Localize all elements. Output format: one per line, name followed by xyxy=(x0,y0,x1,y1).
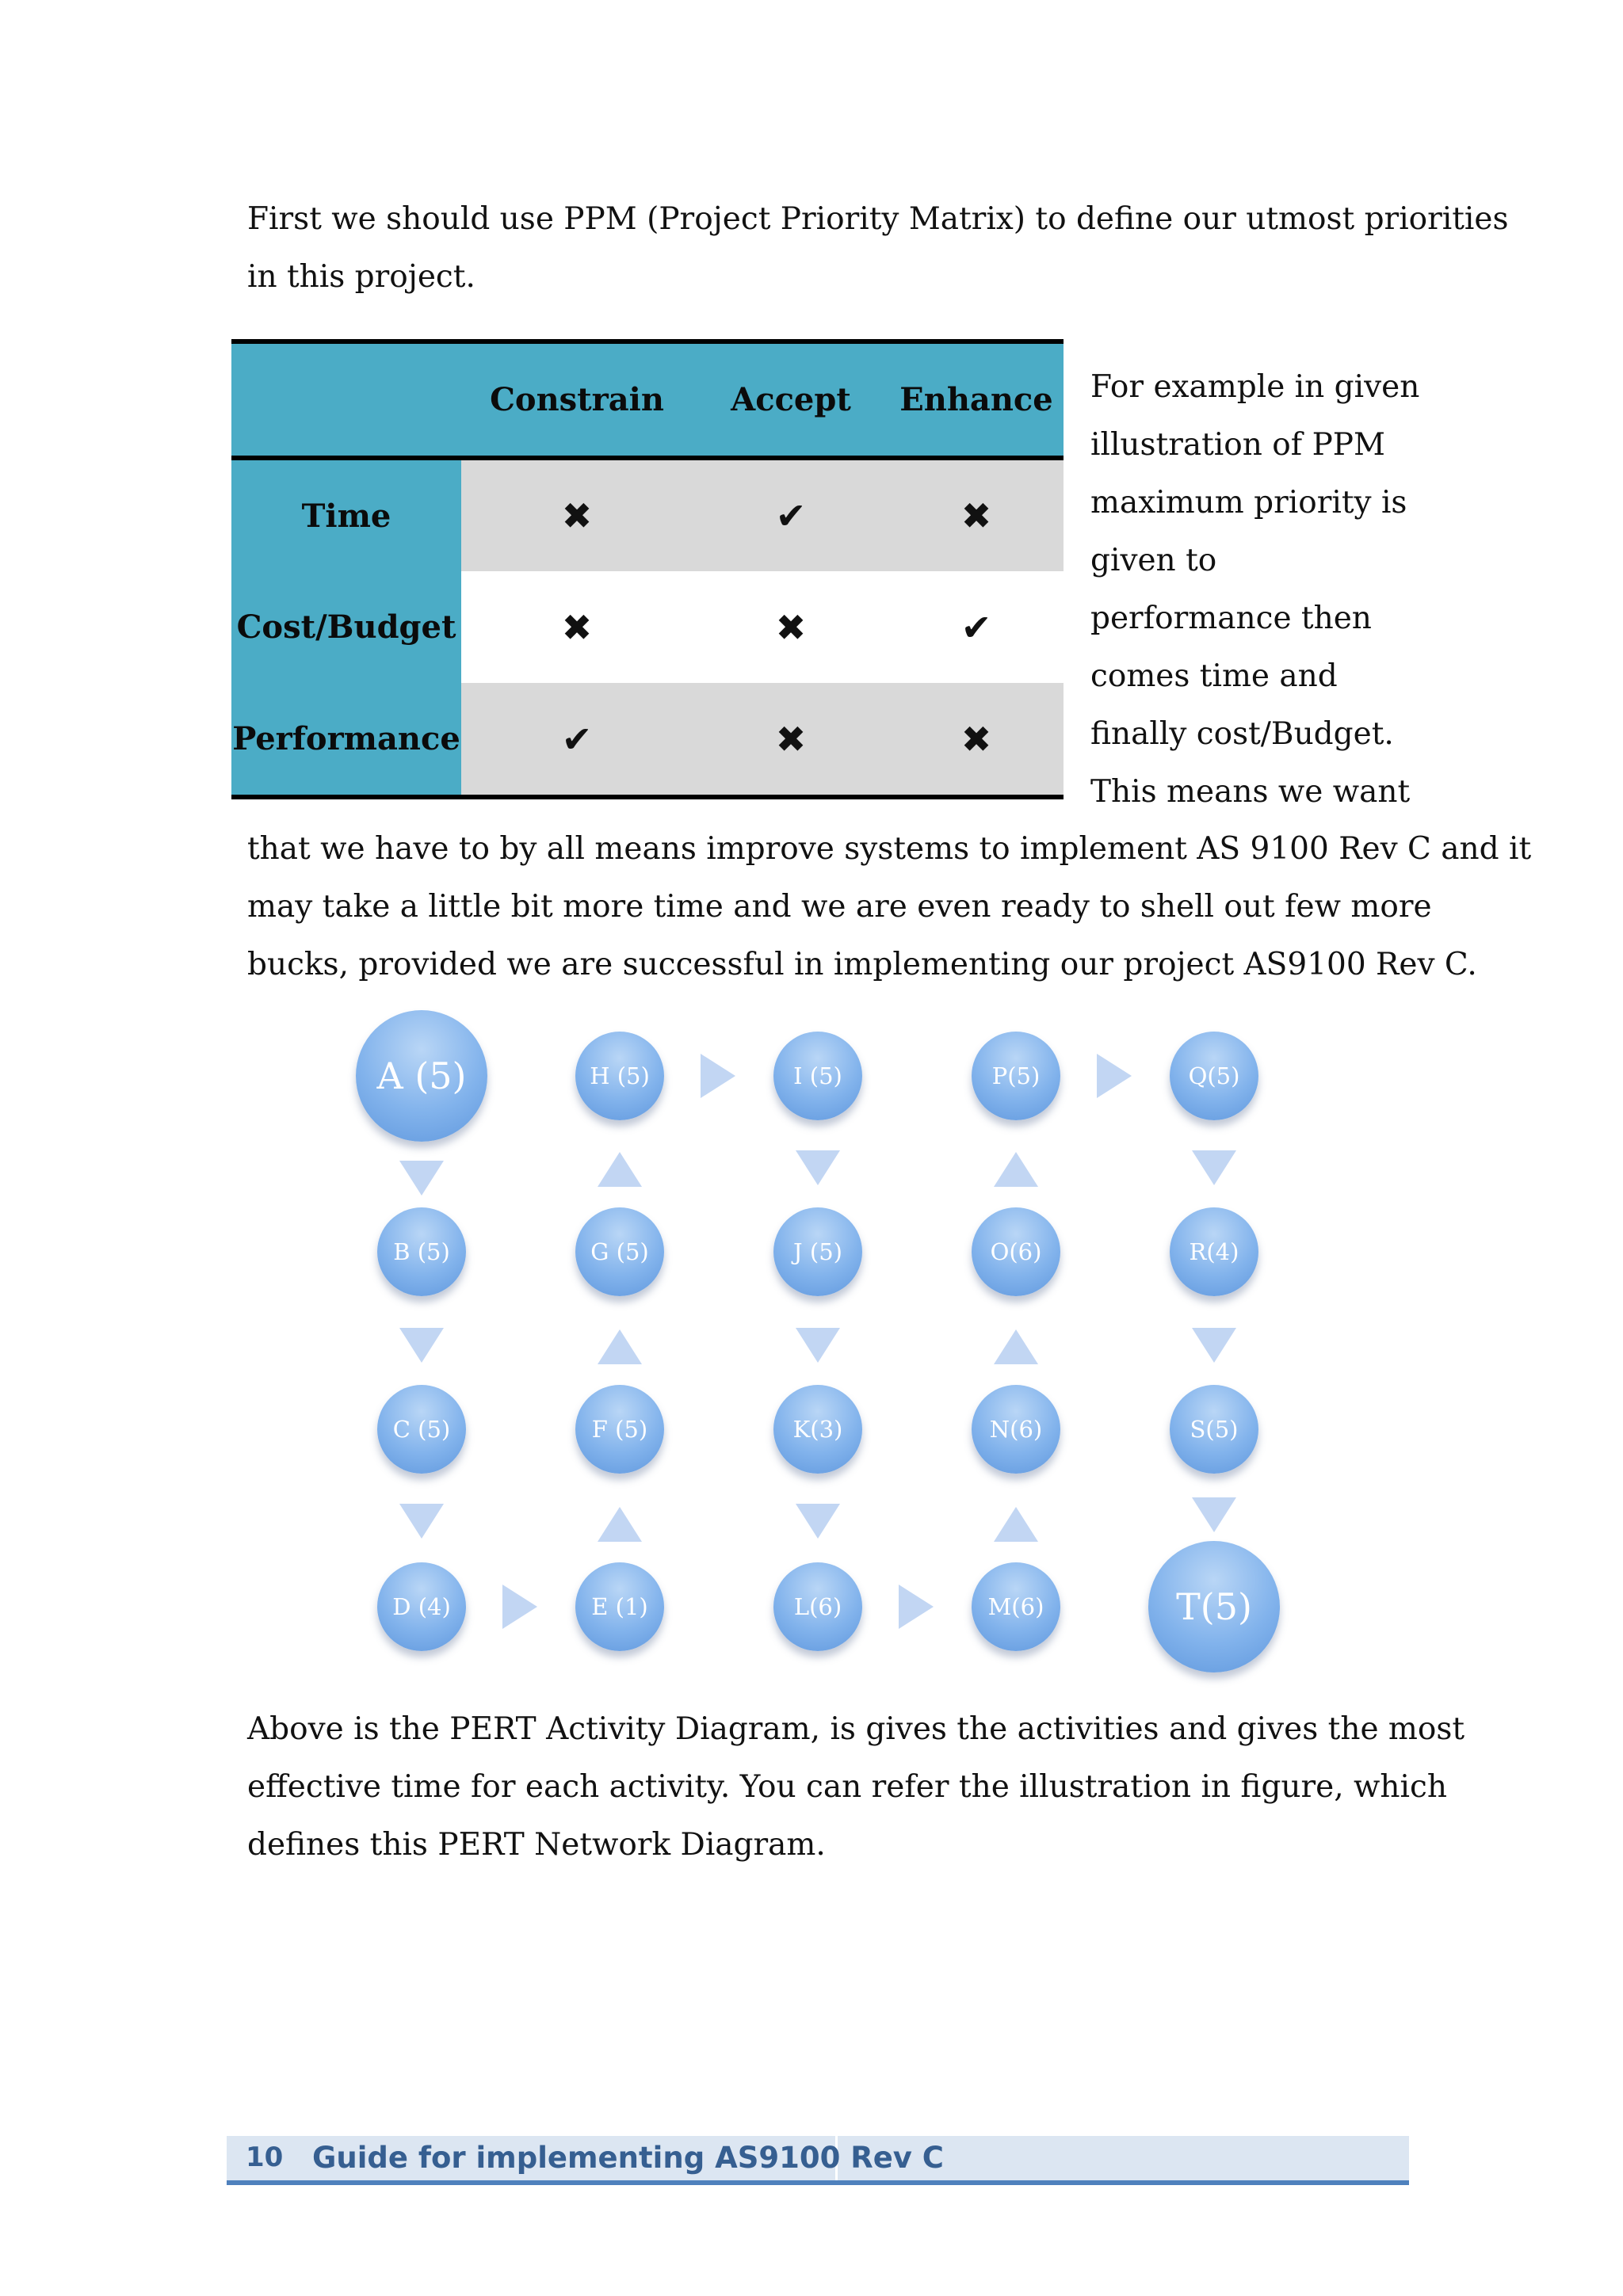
header-constrain: Constrain xyxy=(461,344,693,456)
arrow-down-icon xyxy=(796,1150,840,1185)
arrow-down-icon xyxy=(1192,1150,1236,1185)
arrow-down-icon xyxy=(1192,1328,1236,1363)
continuation-line-1: that we have to by all means improve systems to implement AS 9100 Rev C and it xyxy=(247,831,1532,867)
node-s: S(5) xyxy=(1170,1385,1258,1474)
footer-rule xyxy=(227,2180,1409,2185)
arrow-down-icon xyxy=(399,1328,444,1363)
arrow-up-icon xyxy=(598,1507,642,1542)
node-t: T(5) xyxy=(1148,1541,1280,1672)
header-accept: Accept xyxy=(693,344,889,456)
performance-enhance-cell xyxy=(889,683,1064,795)
arrow-down-icon xyxy=(399,1504,444,1539)
node-m: M(6) xyxy=(972,1562,1060,1651)
cost-accept-cell xyxy=(693,571,889,683)
performance-accept-cell xyxy=(693,683,889,795)
check-mark-icon: ✔ xyxy=(960,605,992,649)
node-c: C (5) xyxy=(377,1385,466,1474)
pert-diagram xyxy=(333,990,1316,1688)
side-line-6: comes time and xyxy=(1090,658,1338,694)
node-b: B (5) xyxy=(377,1207,466,1296)
after-line-1: Above is the PERT Activity Diagram, is gives the activities and gives the most xyxy=(247,1711,1465,1747)
node-a: A (5) xyxy=(356,1010,487,1142)
side-line-5: performance then xyxy=(1090,601,1372,636)
check-mark-icon: ✔ xyxy=(561,717,593,761)
footer-title: Guide for implementing AS9100 Rev C xyxy=(312,2141,944,2175)
header-enhance: Enhance xyxy=(889,344,1064,456)
arrow-down-icon xyxy=(796,1504,840,1539)
time-enhance-cell xyxy=(889,460,1064,571)
cost-enhance-cell xyxy=(889,571,1064,683)
node-p: P(5) xyxy=(972,1032,1060,1120)
intro-line-2: in this project. xyxy=(247,259,475,295)
cost-constrain-cell xyxy=(461,571,693,683)
continuation-line-2: may take a little bit more time and we are even ready to shell out few more xyxy=(247,889,1432,925)
arrow-down-icon xyxy=(796,1328,840,1363)
side-line-1: For example in given xyxy=(1090,369,1420,405)
arrow-right-icon xyxy=(502,1585,537,1629)
arrow-right-icon xyxy=(701,1054,735,1098)
arrow-up-icon xyxy=(994,1507,1038,1542)
side-line-4: given to xyxy=(1090,543,1217,578)
cross-mark-icon: ✖ xyxy=(960,494,992,537)
row-label-cost-budget: Cost/Budget xyxy=(231,571,461,683)
arrow-up-icon xyxy=(994,1329,1038,1364)
node-d: D (4) xyxy=(377,1562,466,1651)
intro-line-1: First we should use PPM (Project Priority Matrix) to define our utmost priorities xyxy=(247,201,1509,237)
node-j: J (5) xyxy=(773,1207,862,1296)
time-accept-cell xyxy=(693,460,889,571)
node-q: Q(5) xyxy=(1170,1032,1258,1120)
time-constrain-cell xyxy=(461,460,693,571)
cross-mark-icon: ✖ xyxy=(960,717,992,761)
cross-mark-icon: ✖ xyxy=(561,605,593,649)
intro-paragraph xyxy=(247,190,1509,306)
node-r: R(4) xyxy=(1170,1207,1258,1296)
after-line-2: effective time for each activity. You can refer the illustration in figure, which xyxy=(247,1769,1447,1805)
arrow-up-icon xyxy=(994,1152,1038,1187)
node-o: O(6) xyxy=(972,1207,1060,1296)
side-line-3: maximum priority is xyxy=(1090,485,1407,521)
page-number: 10 xyxy=(246,2142,284,2173)
cross-mark-icon: ✖ xyxy=(775,717,807,761)
node-l: L(6) xyxy=(773,1562,862,1651)
row-label-time: Time xyxy=(231,460,461,571)
node-f: F (5) xyxy=(575,1385,664,1474)
row-label-performance: Performance xyxy=(231,683,461,795)
node-n: N(6) xyxy=(972,1385,1060,1474)
cross-mark-icon: ✖ xyxy=(775,605,807,649)
continuation-paragraph xyxy=(247,820,1531,994)
node-e: E (1) xyxy=(575,1562,664,1651)
ppm-table xyxy=(231,339,1064,799)
arrow-up-icon xyxy=(598,1329,642,1364)
node-i: I (5) xyxy=(773,1032,862,1120)
header-corner-cell xyxy=(231,344,461,456)
arrow-down-icon xyxy=(1192,1497,1236,1532)
arrow-down-icon xyxy=(399,1161,444,1196)
side-paragraph xyxy=(1090,358,1419,821)
arrow-right-icon xyxy=(1097,1054,1132,1098)
cross-mark-icon: ✖ xyxy=(561,494,593,537)
node-k: K(3) xyxy=(773,1385,862,1474)
arrow-up-icon xyxy=(598,1152,642,1187)
after-line-3: defines this PERT Network Diagram. xyxy=(247,1827,826,1863)
after-paragraph xyxy=(247,1700,1465,1874)
side-line-8: This means we want xyxy=(1090,774,1411,810)
check-mark-icon: ✔ xyxy=(775,494,807,537)
continuation-line-3: bucks, provided we are successful in implementing our project AS9100 Rev C. xyxy=(247,947,1477,982)
node-g: G (5) xyxy=(575,1207,664,1296)
node-h: H (5) xyxy=(575,1032,664,1120)
performance-constrain-cell xyxy=(461,683,693,795)
side-line-2: illustration of PPM xyxy=(1090,427,1385,463)
arrow-right-icon xyxy=(899,1585,934,1629)
table-bottom-rule xyxy=(231,795,1064,799)
side-line-7: finally cost/Budget. xyxy=(1090,716,1394,752)
